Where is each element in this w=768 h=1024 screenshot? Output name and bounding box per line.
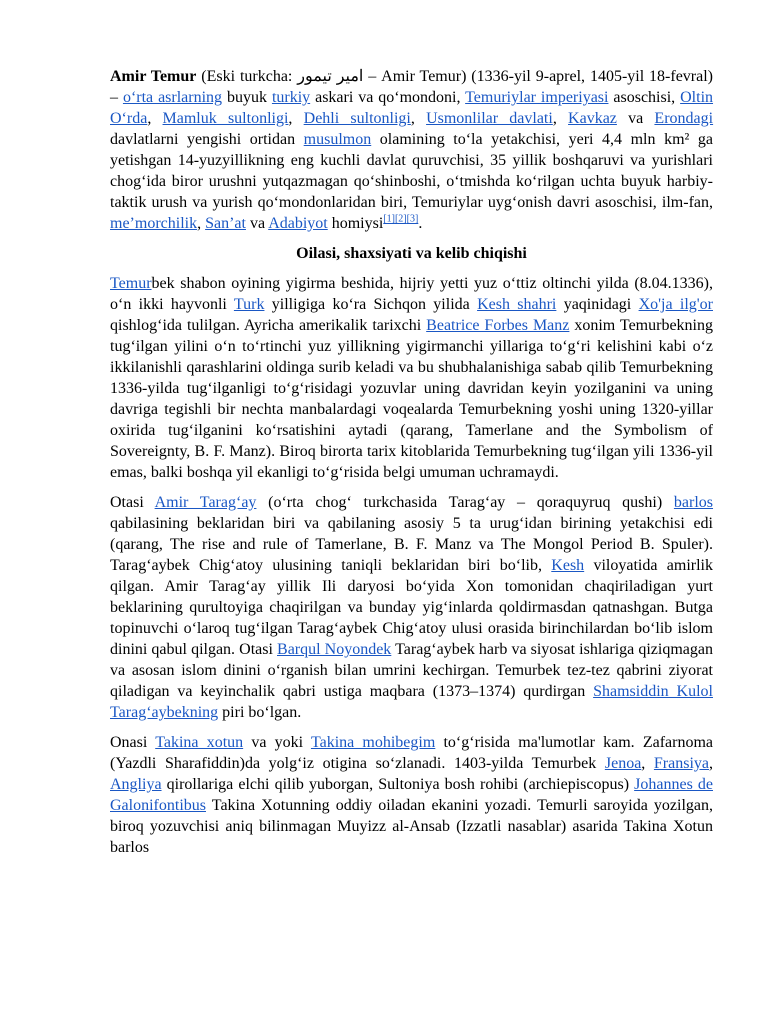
footnote-refs — [383, 214, 418, 225]
link-jenoa[interactable]: Jenoa — [604, 755, 642, 772]
link-temur[interactable]: Temur — [110, 275, 152, 292]
link-fransiya[interactable]: Fransiya — [653, 755, 710, 772]
link-angliya[interactable]: Angliya — [110, 776, 162, 793]
link-kesh[interactable]: Kesh — [551, 557, 585, 574]
link-takina-mohibegim[interactable]: Takina mohibegim — [310, 734, 436, 751]
arabic-script-name: امير تيمور — [297, 68, 364, 85]
link-shamsiddin-kulol[interactable]: Shamsiddin Kulol Tarag‘aybekning — [110, 683, 713, 721]
link-sanat[interactable]: San’at — [205, 215, 246, 232]
link-orta-asrlarning[interactable]: o‘rta asrlarning — [122, 89, 223, 106]
article-subject: Amir Temur — [110, 68, 197, 85]
link-memorchilik[interactable]: me’morchilik — [110, 215, 198, 232]
link-takina-xotun[interactable]: Takina xotun — [155, 734, 244, 751]
intro-paragraph: Amir Temur (Eski turkcha: امير تيمور – Amir Temur) (1336-yil 9-aprel, 1405-yil 18-fevral) – o‘rta asrlarning buyuk turkiy askari va qo‘mondoni, Temuriylar imperiyasi asoschisi, Oltin O‘rda, Mamluk sultonligi, Dehli sultonligi, Usmonlilar davlati, Kavkaz va Erondagi davlatlarni yengishi ortidan musulmon olamining to‘la yetakchisi, yeri 4,4 mln km² ga yetishgan 14-yuzyillikning eng kuchli davlat quruvchisi, 35 yillik boshqaruvi va yurishlari chog‘ida biror urushni yutqazmagan qo‘shinboshi, o‘tmishda ko‘rilgan uchta buyuk harbiy-taktik urush va yurish qo‘mondonlaridan biri, Temuriylar uyg‘onish davri asoschisi, ilm-fan, me’morchilik, San’at va Adabiyot homiysi[1][2][3]. — [110, 68, 714, 232]
link-oltin-orda[interactable]: Oltin O‘rda — [110, 89, 714, 127]
section-heading: Oilasi, shaxsiyati va kelib chiqishi — [296, 245, 527, 262]
footnote-ref-3[interactable]: [3] — [406, 213, 419, 225]
father-paragraph: Otasi Amir Tarag‘ay (o‘rta chog‘ turkchasida Tarag‘ay – qoraquyruq qushi) barlos qabilasining beklaridan biri va qabilaning asosiy 5 ta urug‘idan birining yetakchisi edi (qarang, The rise and rule of Tamerlane, B. F. Manz va The Mongol Period B. Spuler). Tarag‘aybek Chig‘atoy ulusining taniqli beklaridan biri bo‘lib, Kesh viloyatida amirlik qilgan. Amir Tarag‘ay yillik Ili daryosi bo‘yida Xon tomonidan chaqiriladigan yurt beklarining qurultoyiga chaqirilgan va bunday yig‘inlarda qoldirmasdan qatnashgan. Butga topinuvchi o‘laroq tug‘ilgan Tarag‘aybek Chig‘atoy ulusi orasida birinchilardan bo‘lib islom dinini qabul qilgan. Otasi Barqul Noyondek Tarag‘aybek harb va siyosat ishlariga qiziqmagan va asosan islom dinini o‘rganish bilan umrini kechirgan. Temurbek tez-tez qabrini ziyorat qiladigan va keyinchalik qabri ustiga maqbara (1373–1374) qurdirgan Shamsiddin Kulol Tarag‘aybekning piri bo‘lgan. — [110, 494, 714, 721]
footnote-ref-2[interactable]: [2] — [394, 213, 407, 225]
mother-paragraph: Onasi Takina xotun va yoki Takina mohibegim to‘g‘risida ma'lumotlar kam. Zafarnoma (Yazdli Sharafiddin)da yolg‘iz otigina so‘zlanadi. 1403-yilda Temurbek Jenoa, Fransiya, Angliya qirollariga elchi qilib yuborgan, Sultoniya bosh rohibi (archiepiscopus) Johannes de Galonifontibus Takina Xotunning oddiy oiladan ekanini yozadi. Temurli saroyida yozilgan, biroq yozuvchisi aniq bilinmagan Muyizz al-Ansab (Izzatli nasablar) asarida Takina Xotun barlos — [110, 734, 714, 856]
birth-paragraph: Temurbek shabon oyining yigirma beshida, hijriy yetti yuz o‘ttiz oltinchi yilda (8.04.1336), o‘n ikki hayvonli Turk yilligiga ko‘ra Sichqon yilida Kesh shahri yaqinidagi Xo'ja ilg'or qishlog‘ida tulilgan. Ayricha amerikalik tarixchi Beatrice Forbes Manz xonim Temurbekning tug‘ilgan yilini o‘n to‘rtinchi yuz yillikning yigirmanchi yillariga to‘g‘ri kelishini kabi o‘z ikkilanishli qarashlarini oldinga surib keladi va bu shubhalanishiga sabab qilib Temurbekning 1336-yilda tug‘ilganligi to‘g‘risidagi yozuvlar uning davridan keyin yozilganini va uning davriga tegishli bir nechta manbalardagi voqealarda Temurbekning yoshi uning 1320-yillar oxirida tug‘ilganini ko‘rsatishini aytadi (qarang, Tamerlane and the Symbolism of Sovereignty, B. F. Manz). Biroq birorta tarix kitoblarida Temurbekning tug‘ilgan yili 1336-yil emas, balki boshqa yil ekanligi to‘g‘risida belgi umuman uchramaydi. — [110, 275, 714, 481]
link-barqul-noyondek[interactable]: Barqul Noyondek — [277, 641, 392, 658]
link-kavkaz[interactable]: Kavkaz — [568, 110, 617, 127]
link-turk[interactable]: Turk — [233, 296, 265, 313]
footnote-ref-1[interactable]: [1] — [383, 213, 395, 225]
link-dehli-sultonligi[interactable]: Dehli sultonligi — [303, 110, 411, 127]
link-barlos[interactable]: barlos — [673, 494, 714, 511]
link-usmonlilar-davlati[interactable]: Usmonlilar davlati — [426, 110, 553, 127]
link-turkiy[interactable]: turkiy — [271, 89, 311, 106]
link-beatrice-forbes-manz[interactable]: Beatrice Forbes Manz — [426, 317, 570, 334]
link-xoja-ilgor[interactable]: Xo'ja ilg'or — [638, 296, 713, 313]
link-johannes-de-galonifontibus[interactable]: Johannes de Galonifontibus — [110, 776, 713, 814]
link-erondagi[interactable]: Erondagi — [654, 110, 714, 127]
link-adabiyot[interactable]: Adabiyot — [268, 215, 328, 232]
link-amir-taragay[interactable]: Amir Tarag‘ay — [154, 494, 257, 511]
link-musulmon[interactable]: musulmon — [303, 131, 372, 148]
link-kesh-shahri[interactable]: Kesh shahri — [477, 296, 557, 313]
link-temuriylar-imperiyasi[interactable]: Temuriylar imperiyasi — [465, 89, 609, 106]
link-mamluk-sultonligi[interactable]: Mamluk sultonligi — [162, 110, 289, 127]
